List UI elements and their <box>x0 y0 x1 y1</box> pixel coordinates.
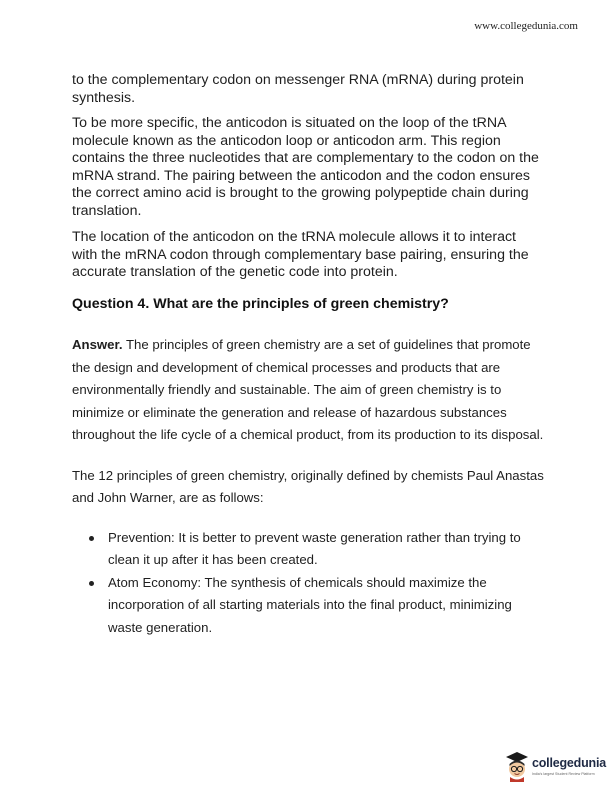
question-heading: Question 4. What are the principles of green chemistry? <box>72 295 449 312</box>
principles-list <box>72 527 544 640</box>
paragraph-anticodon-location: To be more specific, the anticodon is situated on the loop of the tRNA molecule known as the anticodon loop or anticodon arm. This region contains the three nucleotides that are complementary to the codon on the mRNA strand. The pairing between the anticodon and the codon ensures the correct amino acid is brought to the growing polypeptide chain during translation. <box>72 115 539 219</box>
site-url: www.collegedunia.com <box>474 20 578 32</box>
answer-text: The principles of green chemistry are a set of guidelines that promote the design and development of chemical processes and products that are environmentally friendly and sustainable. The aim of green chemistry is to minimize or eliminate the generation and release of hazardous substances throughout the life cycle of a chemical product, from its production to its disposal. <box>72 337 544 442</box>
list-item <box>72 572 544 640</box>
bullet-icon <box>89 536 94 541</box>
logo-tagline: India's largest Student Review Platform <box>532 772 595 776</box>
collegedunia-logo <box>504 750 608 784</box>
paragraph-anticodon-intro: to the complementary codon on messenger RNA (mRNA) during protein synthesis. <box>72 72 524 106</box>
answer-paragraph <box>72 334 544 447</box>
list-item <box>72 527 544 572</box>
answer-label: Answer. <box>72 337 123 352</box>
bullet-icon <box>89 581 94 586</box>
list-item-text: Atom Economy: The synthesis of chemicals should maximize the incorporation of all starting materials into the final product, minimizing waste generation. <box>108 574 512 635</box>
list-item-text: Prevention: It is better to prevent waste generation rather than trying to clean it up after it has been created. <box>108 529 521 567</box>
mascot-icon <box>504 750 530 782</box>
page-content <box>72 72 544 639</box>
paragraph-anticodon-pairing: The location of the anticodon on the tRNA molecule allows it to interact with the mRNA codon through complementary base pairing, ensuring the accurate translation of the genetic code into protein. <box>72 229 529 280</box>
logo-text: collegedunia <box>532 756 607 770</box>
principles-intro: The 12 principles of green chemistry, originally defined by chemists Paul Anastas and John Warner, are as follows: <box>72 467 544 505</box>
